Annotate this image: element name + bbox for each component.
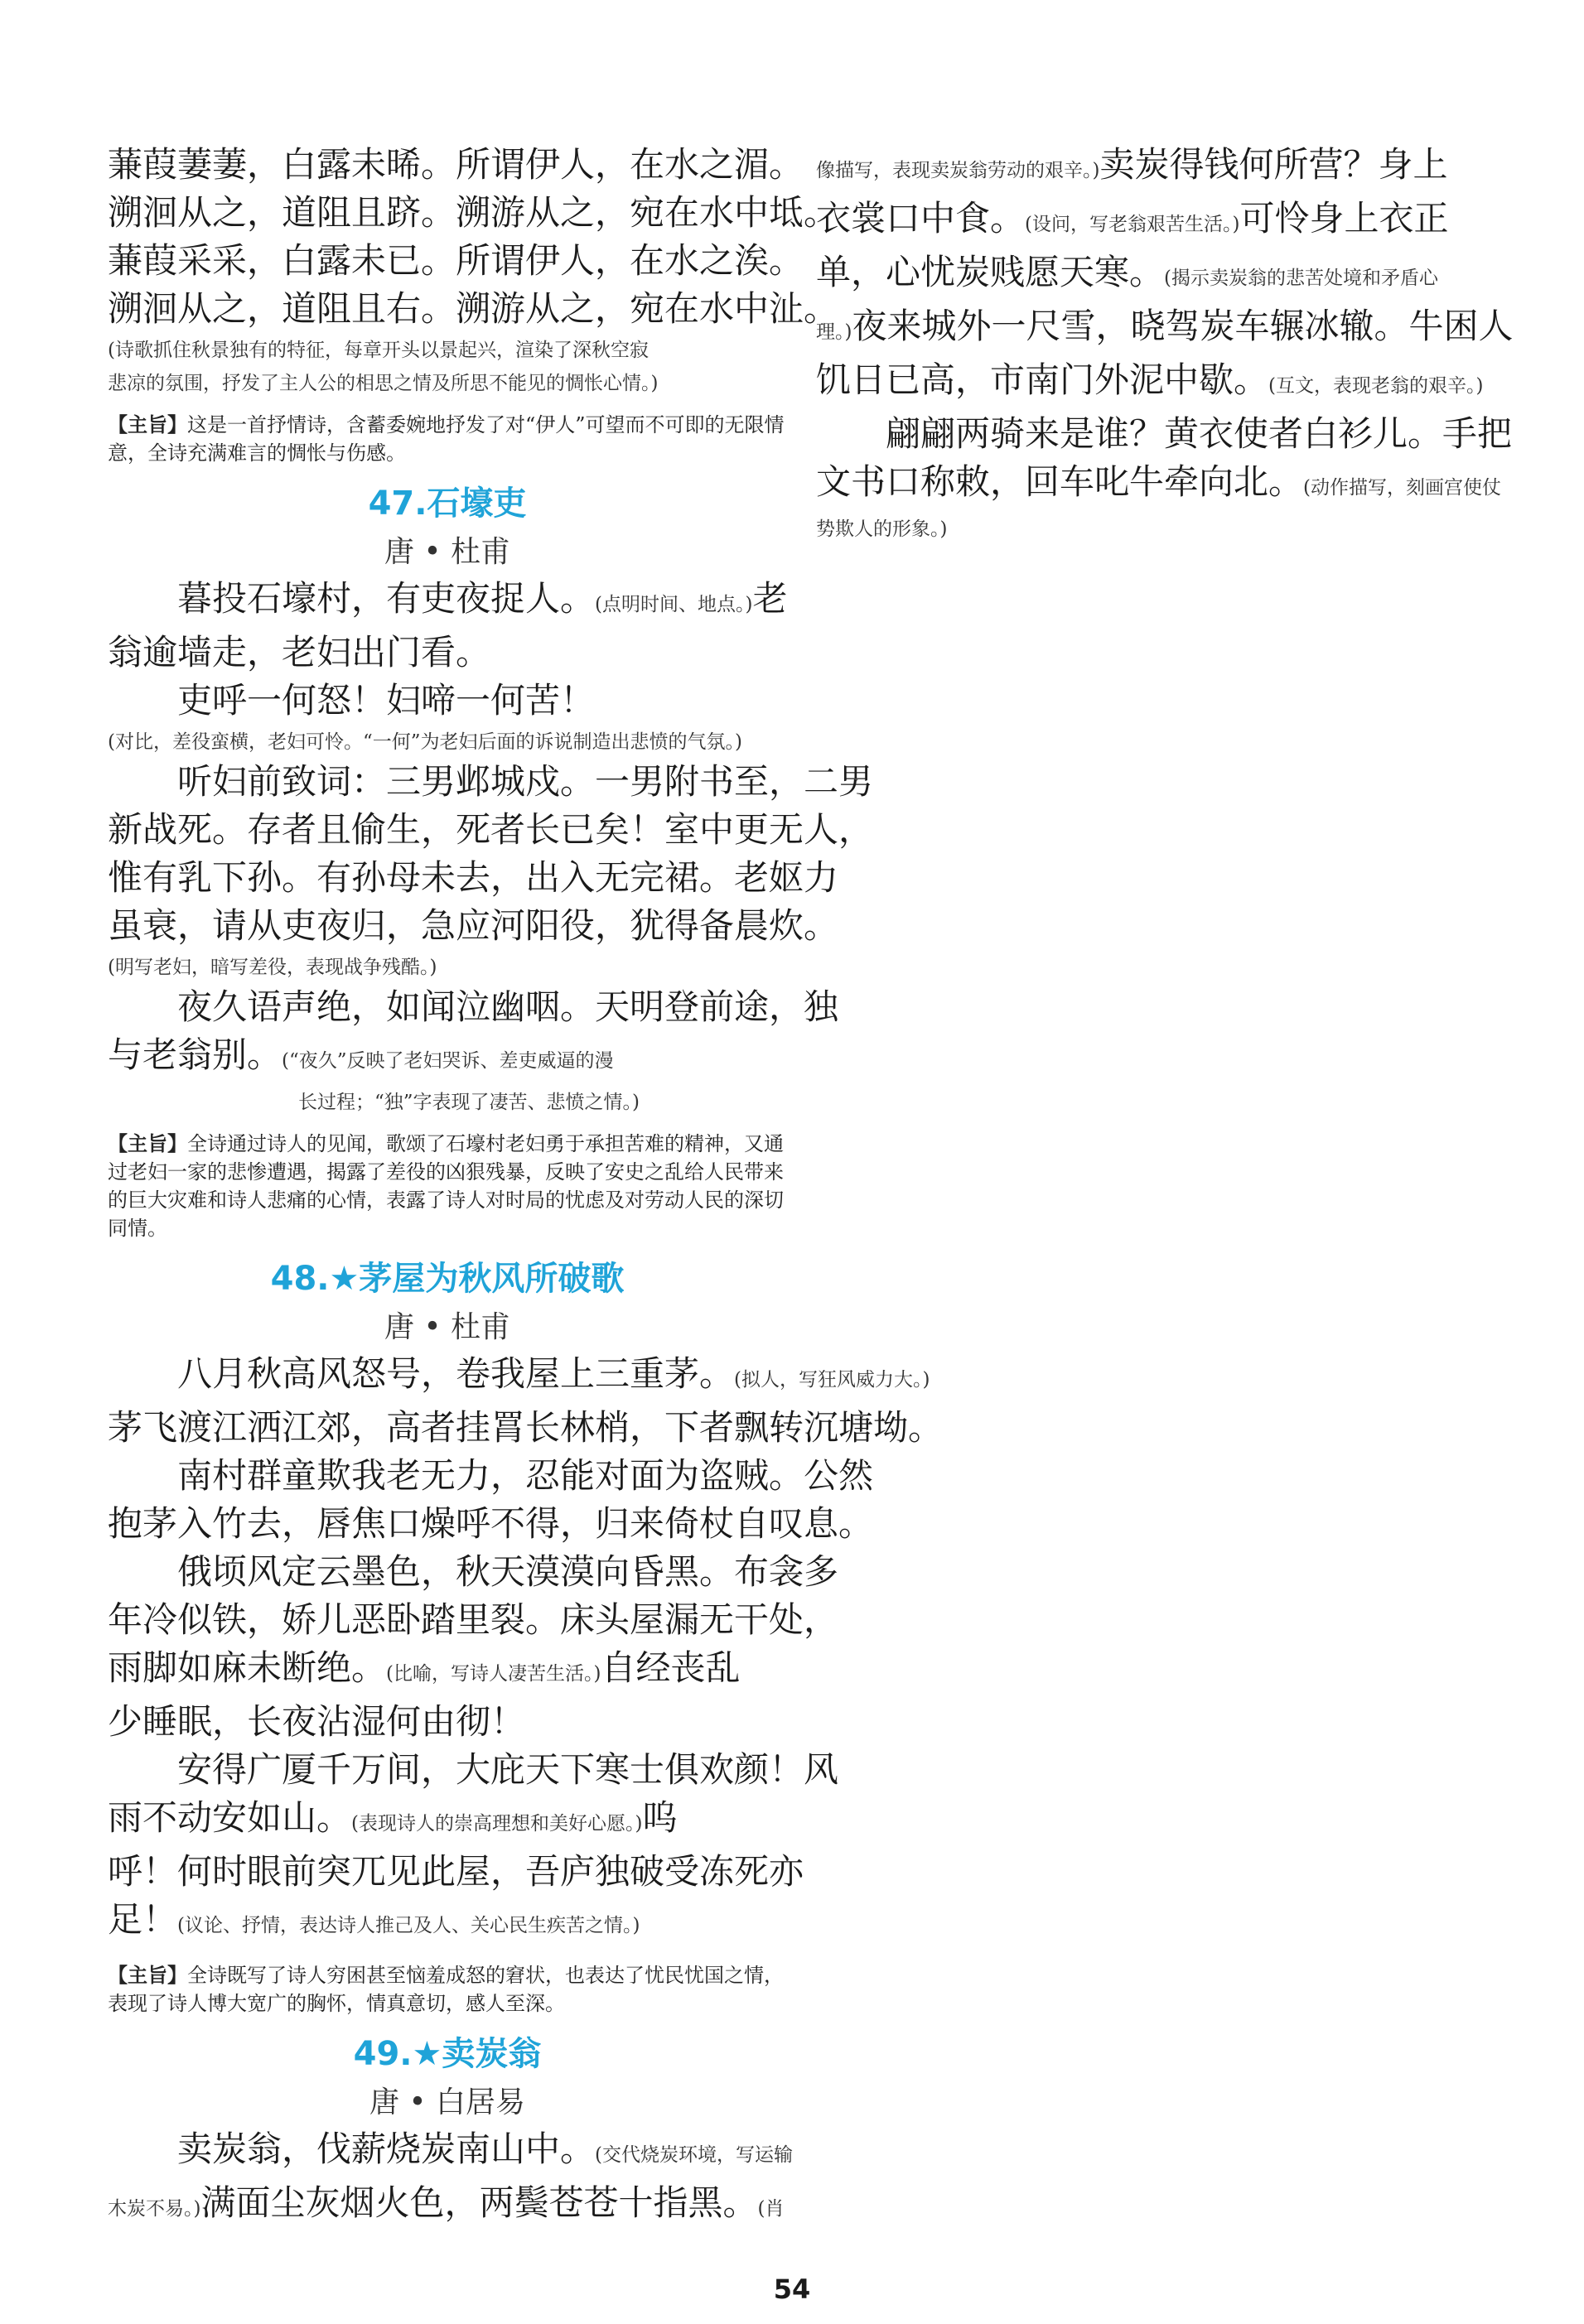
- poem-line: [108, 2125, 793, 2179]
- annotation: (表现诗人的崇高理想和美好心愿。): [351, 1813, 643, 1835]
- annotation: (揭示卖炭翁的悲苦处境和矛盾心: [1164, 268, 1438, 289]
- poem-line: 翩翩两骑来是谁？黄衣使者白衫儿。手把: [886, 413, 1513, 454]
- annotation: (明写老妇，暗写差役，表现战争残酷。): [108, 957, 437, 978]
- poem-line: [108, 575, 787, 629]
- poem-text: 与老翁别。: [108, 1034, 283, 1075]
- poem-line: 翁逾墙走，老妇出门看。: [108, 632, 491, 673]
- poem-line: 南村群童欺我老无力，忍能对面为盗贼。公然: [177, 1455, 874, 1496]
- theme-tag: 【主旨】: [108, 412, 187, 436]
- poem-author: 唐 • 白居易: [369, 2085, 526, 2119]
- annotation: 像描写，表现卖炭翁劳动的艰辛。): [816, 160, 1100, 181]
- annotation: (互文，表现老翁的艰辛。): [1268, 375, 1484, 397]
- poem-line: 溯洄从之，道阻且跻。溯游从之，宛在水中坻。: [108, 192, 839, 233]
- annotation: 悲凉的氛围，抒发了主人公的相思之情及所思不能见的惆怅心情。): [108, 373, 659, 394]
- poem-text: 单，心忧炭贱愿天寒。: [816, 252, 1165, 292]
- poem-line: 呼！何时眼前突兀见此屋，吾庐独破受冻死亦: [108, 1851, 804, 1892]
- poem-text: 老: [752, 578, 788, 619]
- poem-line: 新战死。存者且偷生，死者长已矣！室中更无人，: [108, 809, 874, 850]
- poem-line: 俄顷风定云墨色，秋天漠漠向昏黑。布衾多: [177, 1551, 839, 1592]
- annotation: (设问，写老翁艰苦生活。): [1025, 214, 1240, 235]
- annotation: (对比，差役蛮横，老妇可怜。“一何”为老妇后面的诉说制造出悲愤的气氛。): [108, 731, 742, 753]
- annotation: (“夜久”反映了老妇哭诉、差吏威逼的漫: [282, 1050, 614, 1072]
- poem-text: 可怜身上衣正: [1239, 198, 1449, 239]
- poem-text: 呜: [642, 1797, 678, 1838]
- right-column: [816, 141, 1514, 545]
- poem-text: 雨不动安如山。: [108, 1797, 352, 1838]
- poem-text: 足！: [108, 1899, 178, 1940]
- theme-summary: [108, 1961, 787, 2018]
- poem-line: 听妇前致词：三男邺城戍。一男附书至，二男: [177, 761, 874, 802]
- poem-line: 虽衰，请从吏夜归，急应河阳役，犹得备晨炊。: [108, 905, 839, 946]
- poem-text: 卖炭翁，伐薪烧炭南山中。: [177, 2129, 596, 2169]
- annotation: (动作描写，刻画宫使仗: [1303, 477, 1501, 499]
- poem-line: [108, 1896, 787, 1950]
- poem-author: 唐 • 杜甫: [384, 1310, 511, 1344]
- poem-line: 抱茅入竹去，唇焦口燥呼不得，归来倚杖自叹息。: [108, 1503, 874, 1544]
- annotation: (比喻，写诗人凄苦生活。): [386, 1663, 601, 1685]
- poem-text: 自经丧乱: [601, 1647, 741, 1688]
- annotation: 理。): [816, 321, 852, 343]
- poem-text: 夜来城外一尺雪，晓驾炭车辗冰辙。牛困人: [852, 306, 1514, 346]
- annotation: (议论、抒情，表达诗人推己及人、关心民生疾苦之情。): [177, 1915, 640, 1936]
- poem-line: [816, 141, 1471, 195]
- poem-text: 八月秋高风怒号，卷我屋上三重茅。: [177, 1353, 735, 1394]
- poem-line: [108, 1031, 787, 1085]
- annotation: (肖: [757, 2198, 785, 2220]
- theme-summary: [108, 1130, 787, 1242]
- poem-title: 49.★卖炭翁: [353, 2035, 542, 2073]
- poem-text: 满面尘灰烟火色，两鬓苍苍十指黑。: [200, 2182, 758, 2223]
- poem-line: 安得广厦千万间，大庇天下寒士俱欢颜！风: [177, 1749, 839, 1790]
- poem-title: 47.石壕吏: [368, 485, 527, 523]
- poem-line: 少睡眠，长夜沾湿何由彻！: [108, 1701, 526, 1742]
- poem-line: [816, 248, 1471, 302]
- poem-text: 雨脚如麻未断绝。: [108, 1647, 387, 1688]
- poem-line: [108, 1350, 930, 1404]
- annotation: (拟人，写狂风威力大。): [734, 1369, 930, 1391]
- poem-line: [816, 195, 1471, 248]
- poem-text: 卖炭得钱何所营？身上: [1099, 144, 1448, 185]
- theme-text: 全诗通过诗人的见闻，歌颂了石壕村老妇勇于承担苦难的精神，又通过老妇一家的悲惨遭遇，揭露了差役的凶狠残暴，反映了安史之乱给人民带来的巨大灾难和诗人悲痛的心情，表露了诗人对时局的忧虑及对劳动人民的深切同情。: [108, 1132, 784, 1240]
- poem-line: 年冷似铁，娇儿恶卧踏里裂。床头屋漏无干处，: [108, 1599, 839, 1640]
- poem-text: 衣裳口中食。: [816, 198, 1026, 239]
- poem-author: 唐 • 杜甫: [384, 535, 511, 569]
- poem-line: 惟有乳下孙。有孙母未去，出入无完裙。老妪力: [108, 857, 839, 898]
- poem-line: [816, 302, 1514, 356]
- poem-line: 夜久语声绝，如闻泣幽咽。天明登前途，独: [177, 986, 839, 1027]
- poem-line: [816, 458, 1501, 512]
- poem-line: [108, 1644, 787, 1698]
- poem-line: 蒹葭萋萋，白露未晞。所谓伊人，在水之湄。: [108, 144, 804, 185]
- poem-text: 暮投石壕村，有吏夜捉人。: [177, 578, 596, 619]
- poem-line: 茅飞渡江洒江郊，高者挂罥长林梢，下者飘转沉塘坳。: [108, 1407, 944, 1448]
- annotation: (诗歌抓住秋景独有的特征，每章开头以景起兴，渲染了深秋空寂: [108, 340, 649, 361]
- poem-line: 吏呼一何怒！妇啼一何苦！: [177, 680, 596, 721]
- annotation: 长过程；“独”字表现了凄苦、悲愤之情。): [298, 1092, 640, 1113]
- annotation: (交代烧炭环境，写运输: [595, 2144, 793, 2166]
- poem-line: 蒹葭采采，白露未已。所谓伊人，在水之涘。: [108, 240, 804, 281]
- poem-line: [108, 1794, 787, 1848]
- theme-text: 全诗既写了诗人穷困甚至恼羞成怒的窘状，也表达了忧民忧国之情，表现了诗人博大宽广的胸怀，情真意切，感人至深。: [108, 1964, 784, 2015]
- annotation: (点明时间、地点。): [595, 594, 753, 615]
- poem-line: 溯洄从之，道阻且右。溯游从之，宛在水中沚。: [108, 288, 839, 329]
- poem-line: [108, 2179, 787, 2233]
- annotation: 木炭不易。): [108, 2198, 201, 2220]
- poem-line: [816, 356, 1484, 410]
- theme-tag: 【主旨】: [108, 1131, 187, 1155]
- theme-tag: 【主旨】: [108, 1963, 187, 1987]
- annotation: 势欺人的形象。): [816, 518, 948, 540]
- poem-title: 48.★茅屋为秋风所破歌: [270, 1260, 625, 1298]
- theme-summary: [108, 411, 787, 467]
- poem-text: 文书口称敕，回车叱牛牵向北。: [816, 461, 1304, 502]
- poem-text: 饥日已高，市南门外泥中歇。: [816, 359, 1269, 400]
- theme-text: 这是一首抒情诗，含蓄委婉地抒发了对“伊人”可望而不可即的无限情意，全诗充满难言的惆怅与伤感。: [108, 413, 785, 465]
- page-number: 54: [773, 2273, 811, 2305]
